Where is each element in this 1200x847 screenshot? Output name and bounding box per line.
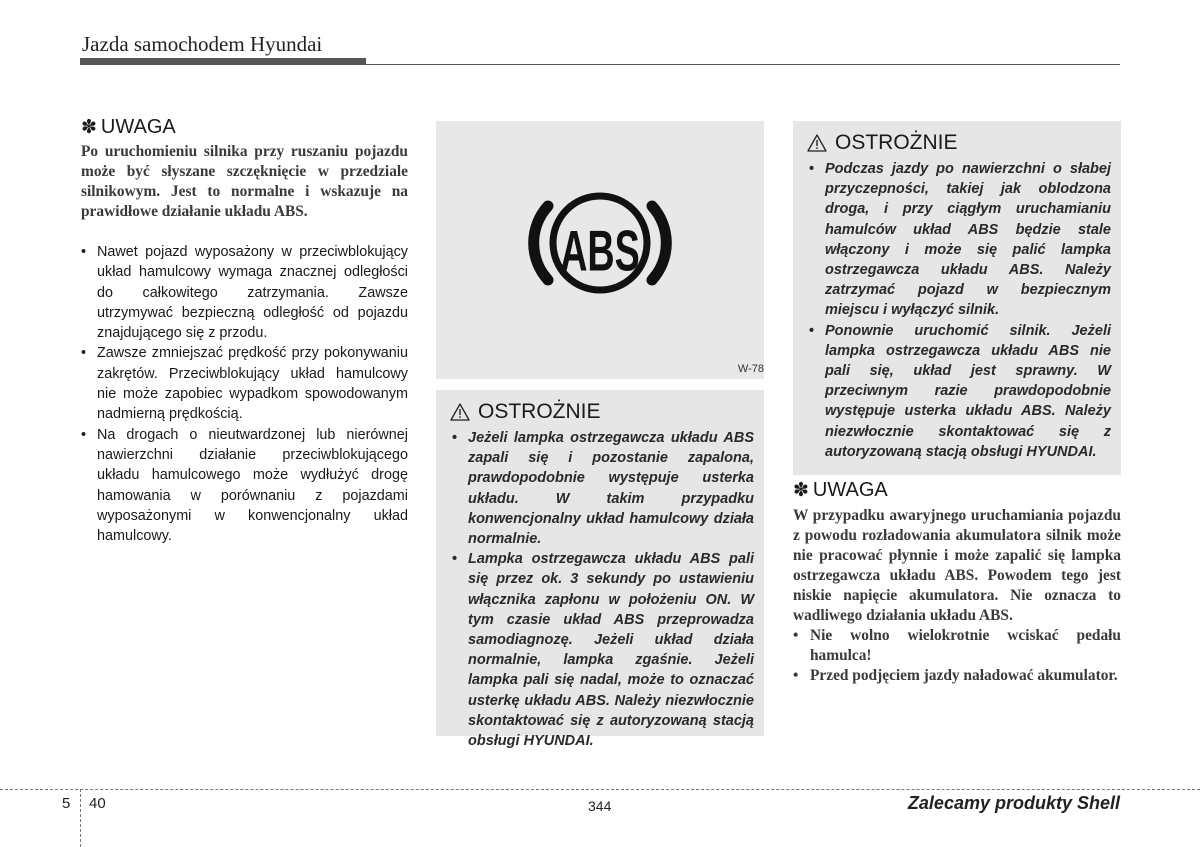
list-item: • Podczas jazdy po nawierzchni o słabej przyczepności, takiej jak oblodzona droga, i przy ciągłym uruchamianiu hamulców układ ABS będzie stale włączony i może się palić lampka ostrzegawcza układu ABS. Należy zatrzymać pojazd w bezpiecznym miejscu i wyłączyć silnik.: [807, 159, 1111, 321]
right-note-text: W przypadku awaryjnego uruchamiania pojazdu z powodu rozładowania akumulatora silnik może nie pracować płynnie i może zapalić się lampka ostrzegawcza układu ABS. Powodem tego jest niskie napięcie akumulatora. Nie oznacza to wadliwego działania układu ABS.: [793, 507, 1121, 624]
footer-brand: Zalecamy produkty Shell: [907, 793, 1120, 813]
figure-code: W-78: [737, 363, 764, 375]
footer-page: 40: [89, 795, 106, 812]
list-item: • Nie wolno wielokrotnie wciskać pedału hamulca!: [793, 626, 1121, 666]
caution-middle-bullets: [450, 428, 754, 751]
list-item: • Ponownie uruchomić silnik. Jeżeli lampka ostrzegawcza układu ABS nie pali się, układ jest sprawny. W przeciwnym razie prawdopodobnie występuje usterka układu ABS. Należy niezwłocznie skontaktować się z autoryzowaną stacją obsługi HYUNDAI.: [807, 321, 1111, 462]
list-item: • Na drogach o nieutwardzonej lub nierównej nawierzchni działanie przeciwblokującego układu hamulcowego może wydłużyć drogę hamowania w porównaniu z pojazdami wyposażonymi w konwencjonalny układ hamulcowy.: [81, 425, 408, 547]
footer-rule: [0, 789, 1200, 790]
warning-triangle-icon: [450, 403, 470, 421]
caution-heading: OSTROŻNIE: [450, 400, 754, 424]
footer-page-number: 344: [588, 798, 612, 814]
left-note-bullets: [81, 242, 408, 546]
right-note-bullets: [793, 626, 1121, 686]
caution-box-middle: [436, 390, 764, 750]
footer-chapter: 5: [62, 795, 71, 812]
caution-right-bullets: [807, 159, 1111, 462]
left-note: [81, 116, 408, 546]
caution-box-right: [793, 121, 1121, 475]
warning-triangle-icon: [807, 134, 827, 152]
page-header-title: Jazda samochodem Hyundai: [82, 32, 323, 56]
abs-figure: [436, 121, 764, 379]
caution-heading: OSTROŻNIE: [807, 131, 1111, 155]
star-icon: ✽: [793, 480, 809, 501]
abs-label: ABS: [560, 219, 640, 284]
right-note-heading: ✽ UWAGA: [793, 479, 888, 501]
list-item: • Przed podjęciem jazdy naładować akumulator.: [793, 666, 1121, 686]
right-note: [793, 479, 1121, 686]
footer-divider: [80, 789, 81, 847]
star-icon: ✽: [81, 117, 97, 138]
header-rule: [80, 64, 1120, 65]
abs-warning-lamp-icon: [518, 181, 682, 310]
left-note-heading: ✽ UWAGA: [81, 116, 176, 138]
list-item: • Zawsze zmniejszać prędkość przy pokonywaniu zakrętów. Przeciwblokujący układ hamulcowy nie może zapobiec wypadkom spowodowanym nadmierną prędkością.: [81, 343, 408, 424]
list-item: • Nawet pojazd wyposażony w przeciwblokujący układ hamulcowy wymaga znacznej odległości do całkowitego zatrzymania. Zawsze utrzymywać bezpieczną odległość od pojazdu znajdującego się z przodu.: [81, 242, 408, 343]
list-item: • Jeżeli lampka ostrzegawcza układu ABS zapali się i pozostanie zapalona, prawdopodobnie występuje usterka układu. W takim przypadku konwencjonalny układ hamulcowy działa normalnie.: [450, 428, 754, 549]
left-note-intro: Po uruchomieniu silnika przy ruszaniu pojazdu może być słyszane szczęknięcie w przedziale silnikowym. Jest to normalne i wskazuje na prawidłowe działanie układu ABS.: [81, 143, 408, 220]
list-item: • Lampka ostrzegawcza układu ABS pali się przez ok. 3 sekundy po ustawieniu włącznika zapłonu w położeniu ON. W tym czasie układ ABS przeprowadza samodiagnozę. Jeżeli układ działa normalnie, lampka zgaśnie. Jeżeli lampka pali się nadal, może to oznaczać usterkę układu ABS. Należy niezwłocznie skontaktować się z autoryzowaną stacją obsługi HYUNDAI.: [450, 549, 754, 751]
